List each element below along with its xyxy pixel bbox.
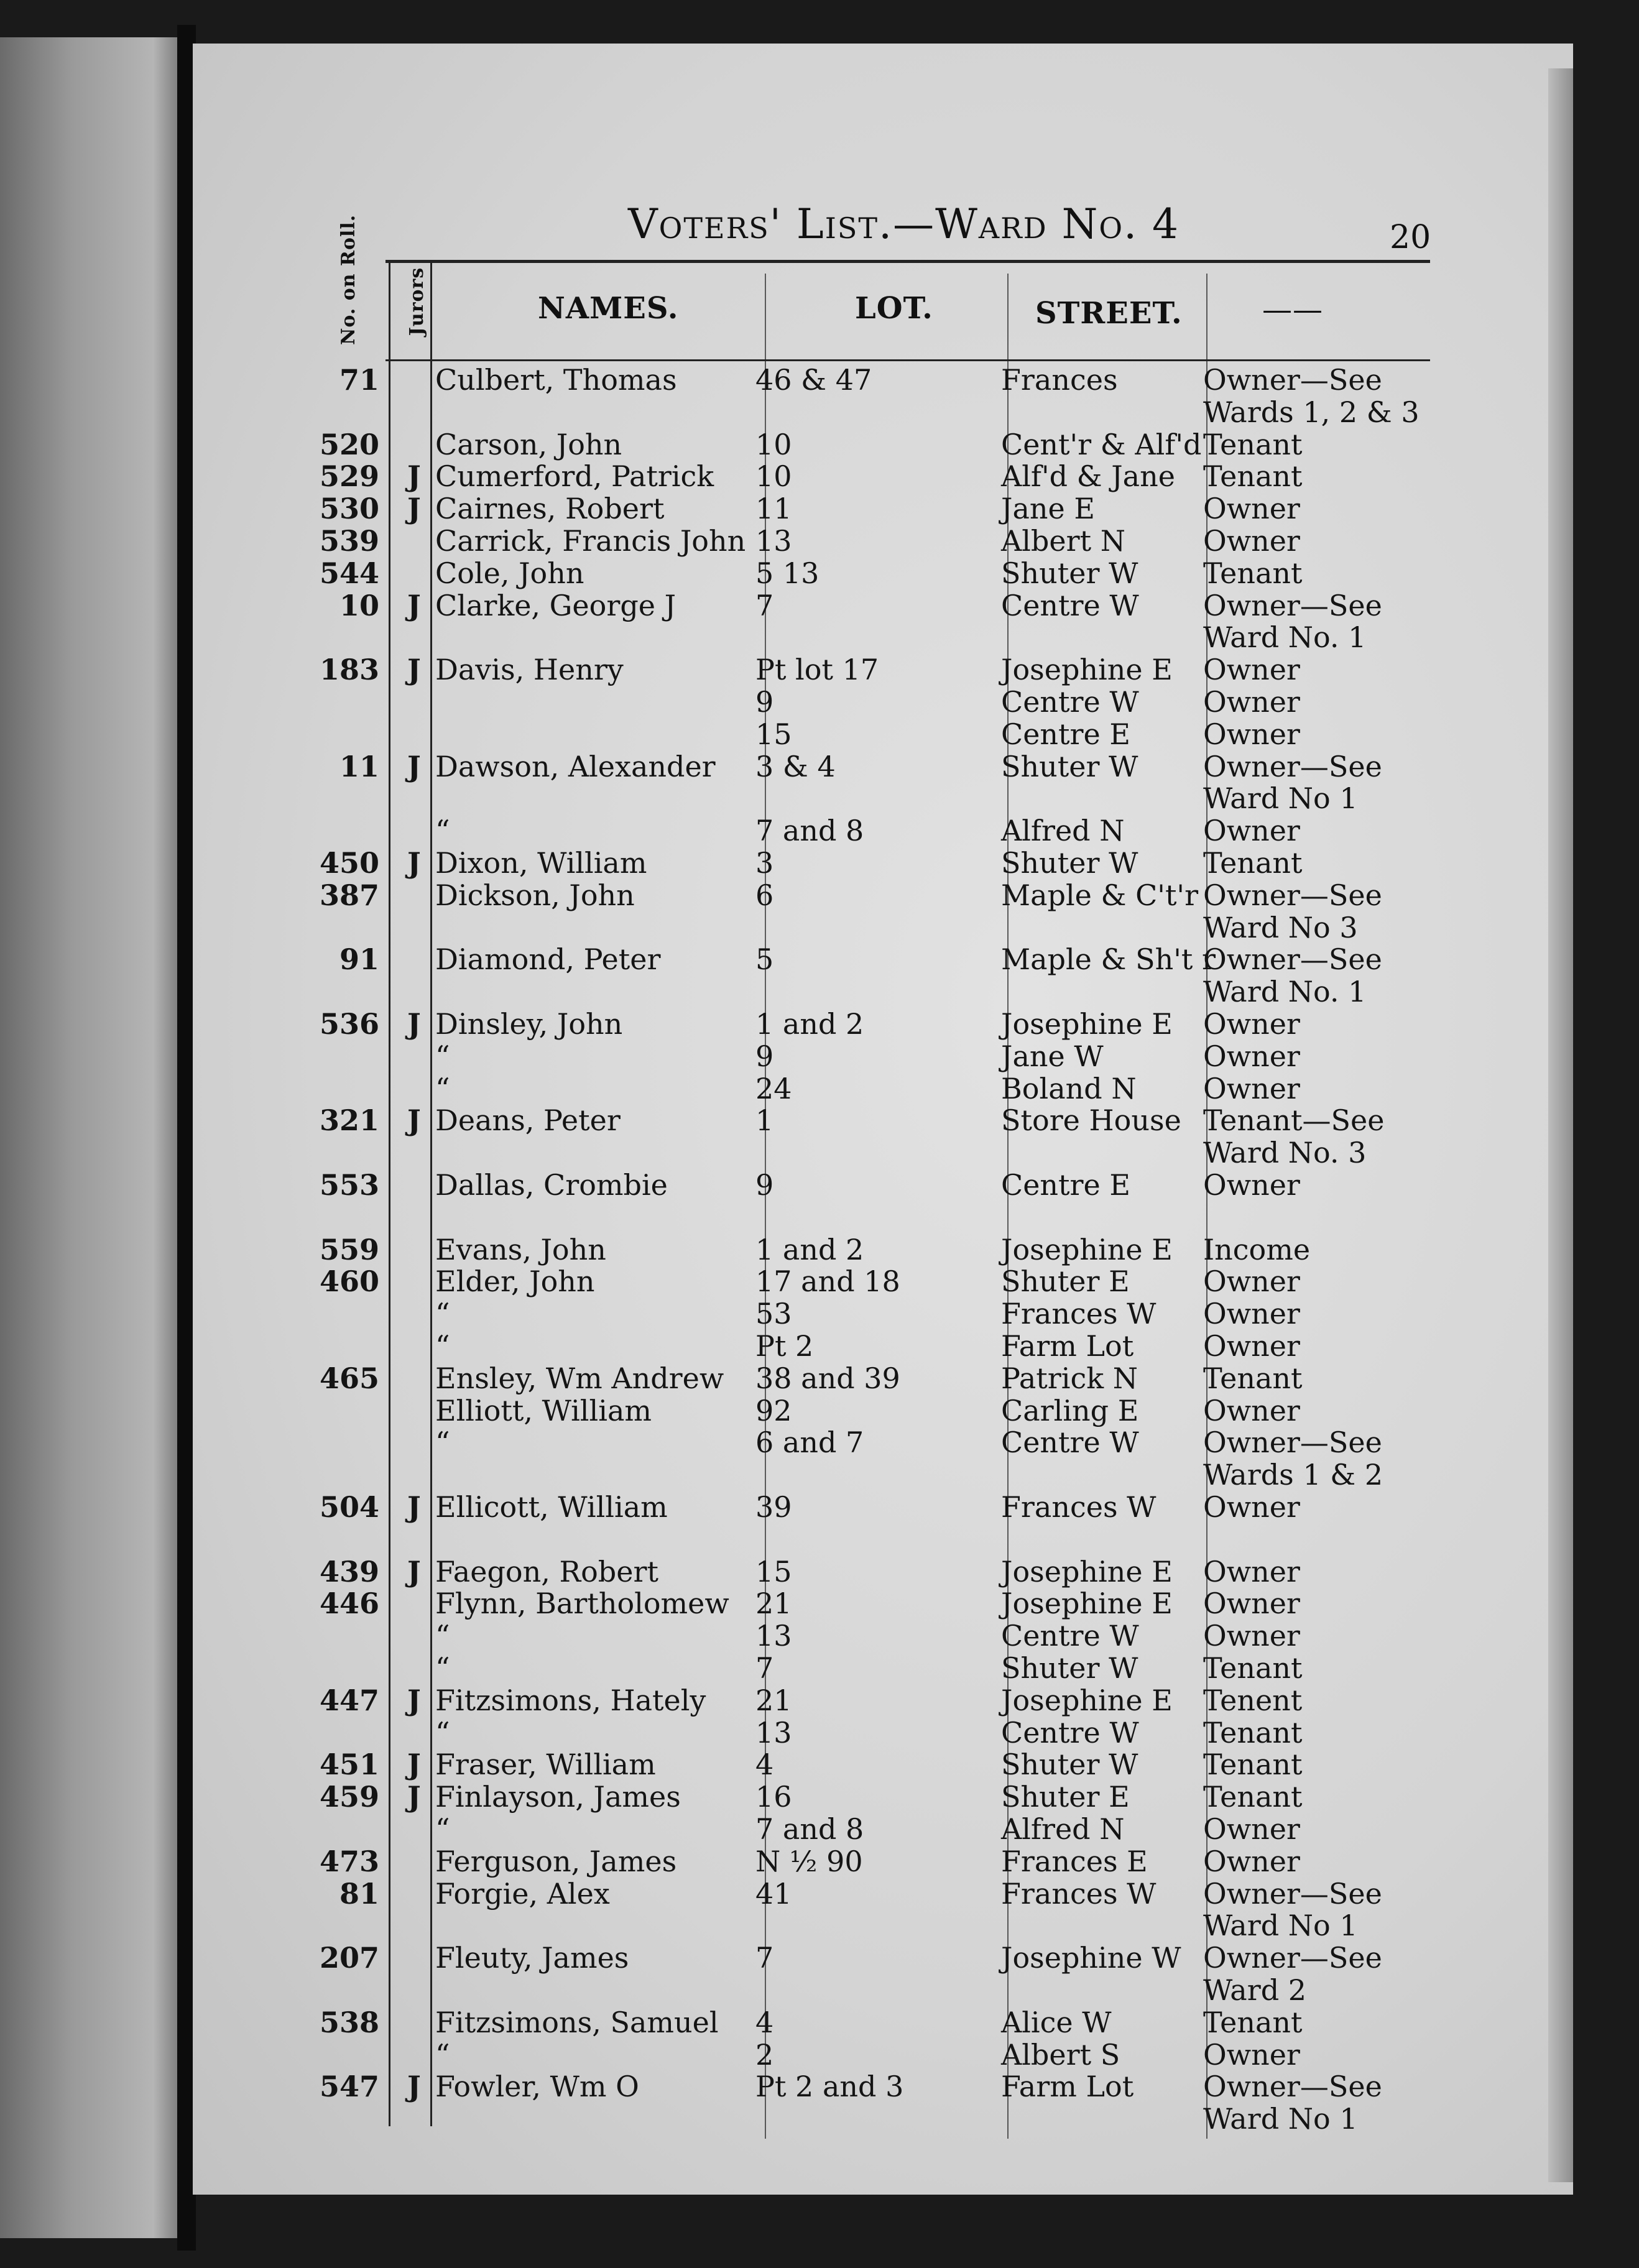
street-name: Cent'r & Alf'd [1001, 427, 1202, 461]
voter-name: Elliott, William [435, 1393, 652, 1427]
voter-name: “ [435, 1651, 450, 1685]
roll-number: 183 [319, 653, 379, 687]
street-name: Jane W [1001, 1039, 1104, 1073]
table-row [0, 846, 1639, 880]
header-top-rule [386, 260, 1430, 263]
voter-name: Diamond, Peter [435, 943, 661, 977]
table-row [0, 395, 1639, 429]
lot-number: 4 [755, 2005, 774, 2039]
roll-number: 520 [319, 427, 379, 461]
lot-number: 38 and 39 [755, 1361, 900, 1395]
street-name: Farm Lot [1001, 1329, 1134, 1363]
lot-number: 24 [755, 1071, 792, 1105]
column-head-lot: LOT. [855, 291, 933, 326]
street-name: Jane E [1001, 492, 1095, 526]
street-name: Frances W [1001, 1876, 1157, 1911]
roll-number: 538 [319, 2005, 379, 2039]
voter-name: Fitzsimons, Hately [435, 1683, 706, 1717]
voter-status: Owner [1203, 1490, 1300, 1524]
roll-number: 553 [319, 1168, 379, 1202]
voter-status: Owner [1203, 1554, 1300, 1588]
lot-number: 7 and 8 [755, 1812, 864, 1846]
roll-number: 451 [319, 1748, 379, 1782]
table-row [0, 911, 1639, 944]
lot-number: 10 [755, 427, 792, 461]
table-row [0, 620, 1639, 654]
voter-status: Owner [1203, 1844, 1300, 1878]
table-row [0, 878, 1639, 912]
voter-status: Owner—See [1203, 588, 1382, 622]
juror-mark: J [407, 749, 421, 783]
column-head-roll: No. on Roll. [338, 214, 359, 345]
street-name: Shuter W [1001, 846, 1138, 880]
roll-number: 460 [319, 1265, 379, 1299]
voter-name: Evans, John [435, 1232, 606, 1266]
street-name: Alfred N [1001, 1812, 1125, 1846]
voter-name: Fitzsimons, Samuel [435, 2005, 719, 2039]
voter-name: Fraser, William [435, 1748, 656, 1782]
street-name: Frances E [1001, 1844, 1148, 1878]
voter-name: Ensley, Wm Andrew [435, 1361, 724, 1395]
street-name: Shuter W [1001, 749, 1138, 783]
page-title: Voters' List.—Ward No. 4 [628, 200, 1180, 248]
voter-status: Tenant [1203, 1361, 1303, 1395]
table-row [0, 2070, 1639, 2103]
voter-name: “ [435, 1426, 450, 1460]
lot-number: 5 13 [755, 556, 820, 590]
table-row [0, 1748, 1639, 1781]
roll-number: 530 [319, 492, 379, 526]
lot-number: 3 & 4 [755, 749, 836, 783]
street-name: Centre W [1001, 1619, 1139, 1653]
voter-name: “ [435, 1619, 450, 1653]
roll-number: 504 [319, 1490, 379, 1524]
voter-status: Wards 1 & 2 [1203, 1458, 1383, 1492]
lot-number: 39 [755, 1490, 792, 1524]
roll-number: 459 [319, 1780, 379, 1814]
voter-status: Owner [1203, 1587, 1300, 1621]
roll-number: 465 [319, 1361, 379, 1395]
voter-status: Ward No 1 [1203, 2102, 1358, 2136]
voter-status: Ward 2 [1203, 1973, 1307, 2007]
voter-status: Owner [1203, 1168, 1300, 1202]
lot-number: 41 [755, 1876, 792, 1911]
juror-mark: J [407, 1104, 421, 1138]
table-row [0, 1909, 1639, 1942]
table-row [0, 1426, 1639, 1459]
table-row [0, 2006, 1639, 2039]
voter-status: Owner—See [1203, 749, 1382, 783]
street-name: Centre E [1001, 1168, 1130, 1202]
street-name: Farm Lot [1001, 2070, 1134, 2104]
table-row [0, 524, 1639, 558]
voter-name: Culbert, Thomas [435, 363, 677, 397]
table-row [0, 1587, 1639, 1620]
voter-status: Tenant [1203, 1651, 1303, 1685]
table-row [0, 1651, 1639, 1685]
juror-mark: J [407, 492, 421, 526]
juror-mark: J [407, 1554, 421, 1588]
voter-status: Tenent [1203, 1683, 1303, 1717]
table-row [0, 1490, 1639, 1524]
column-head-jurors: Jurors [406, 267, 428, 336]
table-row [0, 1168, 1639, 1202]
table-row [0, 459, 1639, 493]
street-name: Josephine E [1001, 1007, 1173, 1041]
lot-number: 7 [755, 1941, 774, 1975]
table-row [0, 589, 1639, 622]
lot-number: Pt 2 and 3 [755, 2070, 904, 2104]
roll-number: 544 [319, 556, 379, 590]
roll-number: 447 [319, 1683, 379, 1717]
lot-number: 6 and 7 [755, 1426, 864, 1460]
street-name: Alice W [1001, 2005, 1112, 2039]
table-row [0, 1845, 1639, 1878]
voter-status: Owner [1203, 1812, 1300, 1846]
voter-name: Dallas, Crombie [435, 1168, 668, 1202]
voter-status: Owner [1203, 1071, 1300, 1105]
column-head-street: STREET. [1035, 296, 1183, 331]
table-row [0, 1780, 1639, 1814]
juror-mark: J [407, 1007, 421, 1041]
voter-name: Cairnes, Robert [435, 492, 665, 526]
table-row [0, 1265, 1639, 1298]
lot-number: 5 [755, 943, 774, 977]
voter-name: Forgie, Alex [435, 1876, 610, 1911]
table-row [0, 717, 1639, 751]
voter-status: Owner [1203, 1619, 1300, 1653]
street-name: Carling E [1001, 1393, 1139, 1427]
voter-name: “ [435, 2037, 450, 2072]
juror-mark: J [407, 459, 421, 494]
voter-name: Finlayson, James [435, 1780, 681, 1814]
voter-name: “ [435, 1715, 450, 1749]
lot-number: 7 [755, 588, 774, 622]
lot-number: Pt 2 [755, 1329, 814, 1363]
voter-status: Owner [1203, 1039, 1300, 1073]
roll-number: 539 [319, 524, 379, 558]
voter-status: Owner—See [1203, 2070, 1382, 2104]
street-name: Frances W [1001, 1297, 1157, 1331]
voter-status: Owner—See [1203, 1941, 1382, 1975]
street-name: Centre W [1001, 1426, 1139, 1460]
voter-status: Owner [1203, 2037, 1300, 2072]
voter-name: Dickson, John [435, 878, 635, 912]
street-name: Josephine E [1001, 1683, 1173, 1717]
lot-number: 16 [755, 1780, 792, 1814]
lot-number: 7 [755, 1651, 774, 1685]
voter-name: “ [435, 1039, 450, 1073]
voter-name: Deans, Peter [435, 1104, 621, 1138]
voter-name: Clarke, George J [435, 588, 676, 622]
lot-number: 13 [755, 1619, 792, 1653]
voter-name: “ [435, 1812, 450, 1846]
voter-name: Fleuty, James [435, 1941, 629, 1975]
table-row [0, 1329, 1639, 1363]
street-name: Store House [1001, 1104, 1181, 1138]
table-row [0, 1458, 1639, 1491]
voter-name: Carrick, Francis John [435, 524, 746, 558]
lot-number: 17 and 18 [755, 1265, 900, 1299]
table-row [0, 750, 1639, 783]
lot-number: 9 [755, 685, 774, 719]
lot-number: 11 [755, 492, 792, 526]
voter-status: Owner—See [1203, 363, 1382, 397]
lot-number: 9 [755, 1039, 774, 1073]
voter-status: Tenant—See [1203, 1104, 1385, 1138]
street-name: Shuter W [1001, 1748, 1138, 1782]
voter-status: Tenant [1203, 1748, 1303, 1782]
roll-number: 473 [319, 1844, 379, 1878]
table-row [0, 2038, 1639, 2072]
voter-status: Ward No 1 [1203, 781, 1358, 816]
street-name: Frances [1001, 363, 1118, 397]
voter-status: Ward No. 1 [1203, 975, 1367, 1009]
table-row [0, 2102, 1639, 2136]
voter-status: Owner—See [1203, 1876, 1382, 1911]
header-bottom-rule [386, 359, 1430, 361]
street-name: Maple & C't'r [1001, 878, 1199, 912]
lot-number: 92 [755, 1393, 792, 1427]
voter-status: Owner [1203, 717, 1300, 751]
roll-number: 81 [339, 1876, 379, 1911]
lot-number: 46 & 47 [755, 363, 872, 397]
column-head-status: —— [1262, 292, 1323, 327]
lot-number: 21 [755, 1587, 792, 1621]
voter-status: Tenant [1203, 459, 1303, 494]
voter-name: Faegon, Robert [435, 1554, 658, 1588]
voter-status: Owner [1203, 1329, 1300, 1363]
voter-name: “ [435, 1297, 450, 1331]
juror-mark: J [407, 1683, 421, 1717]
roll-number: 91 [339, 943, 379, 977]
street-name: Maple & Sh't r [1001, 943, 1216, 977]
street-name: Centre W [1001, 685, 1139, 719]
voter-name: Cumerford, Patrick [435, 459, 714, 494]
voter-name: “ [435, 1071, 450, 1105]
column-head-names: NAMES. [538, 291, 679, 326]
voter-status: Owner [1203, 653, 1300, 687]
voter-status: Owner—See [1203, 943, 1382, 977]
voter-status: Owner [1203, 492, 1300, 526]
lot-number: 1 [755, 1104, 774, 1138]
roll-number: 446 [319, 1587, 379, 1621]
table-row [0, 1233, 1639, 1266]
table-row [0, 1136, 1639, 1169]
table-row [0, 492, 1639, 525]
voter-name: Dawson, Alexander [435, 749, 716, 783]
table-row [0, 1040, 1639, 1073]
lot-number: 13 [755, 524, 792, 558]
voter-name: Dinsley, John [435, 1007, 623, 1041]
table-row [0, 1619, 1639, 1653]
lot-number: 3 [755, 846, 774, 880]
voter-status: Owner [1203, 814, 1300, 848]
table-row [0, 1716, 1639, 1749]
table-row [0, 1201, 1639, 1234]
table-row [0, 1104, 1639, 1137]
table-row [0, 1973, 1639, 2007]
page-number: 20 [1390, 219, 1431, 256]
roll-number: 450 [319, 846, 379, 880]
table-row [0, 1072, 1639, 1105]
lot-number: N ½ 90 [755, 1844, 863, 1878]
street-name: Alf'd & Jane [1001, 459, 1175, 494]
voter-status: Tenant [1203, 427, 1303, 461]
voter-status: Ward No 3 [1203, 910, 1358, 944]
lot-number: 10 [755, 459, 792, 494]
voter-name: Dixon, William [435, 846, 647, 880]
voter-status: Owner—See [1203, 878, 1382, 912]
table-row [0, 975, 1639, 1008]
roll-number: 11 [339, 749, 379, 783]
roll-number: 71 [339, 363, 379, 397]
street-name: Josephine E [1001, 1587, 1173, 1621]
voter-status: Income [1203, 1232, 1311, 1266]
voter-status: Owner [1203, 685, 1300, 719]
table-row [0, 1007, 1639, 1041]
voter-name: Fowler, Wm O [435, 2070, 639, 2104]
voter-status: Tenant [1203, 556, 1303, 590]
table-row [0, 653, 1639, 686]
lot-number: 2 [755, 2037, 774, 2072]
street-name: Albert N [1001, 524, 1125, 558]
lot-number: 1 and 2 [755, 1007, 864, 1041]
voter-status: Tenant [1203, 1715, 1303, 1749]
table-row [0, 1941, 1639, 1975]
voter-status: Owner—See [1203, 1426, 1382, 1460]
lot-number: 1 and 2 [755, 1232, 864, 1266]
voter-name: Ferguson, James [435, 1844, 677, 1878]
lot-number: 53 [755, 1297, 792, 1331]
lot-number: 6 [755, 878, 774, 912]
voter-name: Ellicott, William [435, 1490, 668, 1524]
voter-status: Tenant [1203, 846, 1303, 880]
voter-name: Flynn, Bartholomew [435, 1587, 729, 1621]
voter-status: Wards 1, 2 & 3 [1203, 395, 1420, 429]
voter-status: Owner [1203, 1297, 1300, 1331]
roll-number: 547 [319, 2070, 379, 2104]
street-name: Boland N [1001, 1071, 1137, 1105]
street-name: Centre W [1001, 588, 1139, 622]
lot-number: 7 and 8 [755, 814, 864, 848]
voter-status: Owner [1203, 1007, 1300, 1041]
juror-mark: J [407, 653, 421, 687]
street-name: Josephine E [1001, 1232, 1173, 1266]
voter-name: Carson, John [435, 427, 622, 461]
roll-number: 529 [319, 459, 379, 494]
roll-number: 321 [319, 1104, 379, 1138]
street-name: Shuter E [1001, 1780, 1130, 1814]
street-name: Josephine W [1001, 1941, 1181, 1975]
street-name: Frances W [1001, 1490, 1157, 1524]
juror-mark: J [407, 1748, 421, 1782]
lot-number: 4 [755, 1748, 774, 1782]
lot-number: 9 [755, 1168, 774, 1202]
roll-number: 207 [319, 1941, 379, 1975]
table-row [0, 1523, 1639, 1556]
street-name: Centre E [1001, 717, 1130, 751]
table-row [0, 1877, 1639, 1911]
table-row [0, 1684, 1639, 1717]
street-name: Centre W [1001, 1715, 1139, 1749]
table-row [0, 685, 1639, 719]
table-row [0, 1394, 1639, 1427]
voter-status: Tenant [1203, 2005, 1303, 2039]
table-row [0, 1812, 1639, 1846]
voter-name: Davis, Henry [435, 653, 624, 687]
table-row [0, 781, 1639, 815]
voter-status: Owner [1203, 1265, 1300, 1299]
table-row [0, 943, 1639, 976]
lot-number: 15 [755, 1554, 792, 1588]
lot-number: 21 [755, 1683, 792, 1717]
roll-number: 536 [319, 1007, 379, 1041]
street-name: Albert S [1001, 2037, 1120, 2072]
table-row [0, 814, 1639, 847]
lot-number: 15 [755, 717, 792, 751]
juror-mark: J [407, 846, 421, 880]
street-name: Josephine E [1001, 1554, 1173, 1588]
table-row [0, 556, 1639, 590]
voter-name: Elder, John [435, 1265, 595, 1299]
roll-number: 559 [319, 1232, 379, 1266]
table-row [0, 1362, 1639, 1395]
street-name: Alfred N [1001, 814, 1125, 848]
juror-mark: J [407, 2070, 421, 2104]
voter-status: Owner [1203, 1393, 1300, 1427]
roll-number: 439 [319, 1554, 379, 1588]
table-row [0, 1555, 1639, 1588]
voter-name: “ [435, 814, 450, 848]
street-name: Josephine E [1001, 653, 1173, 687]
voter-status: Owner [1203, 524, 1300, 558]
juror-mark: J [407, 1490, 421, 1524]
street-name: Shuter E [1001, 1265, 1130, 1299]
roll-number: 10 [339, 588, 379, 622]
table-row [0, 428, 1639, 461]
voter-name: “ [435, 1329, 450, 1363]
street-name: Patrick N [1001, 1361, 1138, 1395]
lot-number: Pt lot 17 [755, 653, 879, 687]
voter-status: Ward No. 1 [1203, 620, 1367, 655]
roll-number: 387 [319, 878, 379, 912]
street-name: Shuter W [1001, 556, 1138, 590]
lot-number: 13 [755, 1715, 792, 1749]
street-name: Shuter W [1001, 1651, 1138, 1685]
juror-mark: J [407, 1780, 421, 1814]
voter-name: Cole, John [435, 556, 584, 590]
voter-status: Ward No 1 [1203, 1909, 1358, 1943]
juror-mark: J [407, 588, 421, 622]
table-row [0, 363, 1639, 397]
voter-status: Tenant [1203, 1780, 1303, 1814]
voter-status: Ward No. 3 [1203, 1136, 1367, 1170]
table-row [0, 1297, 1639, 1330]
